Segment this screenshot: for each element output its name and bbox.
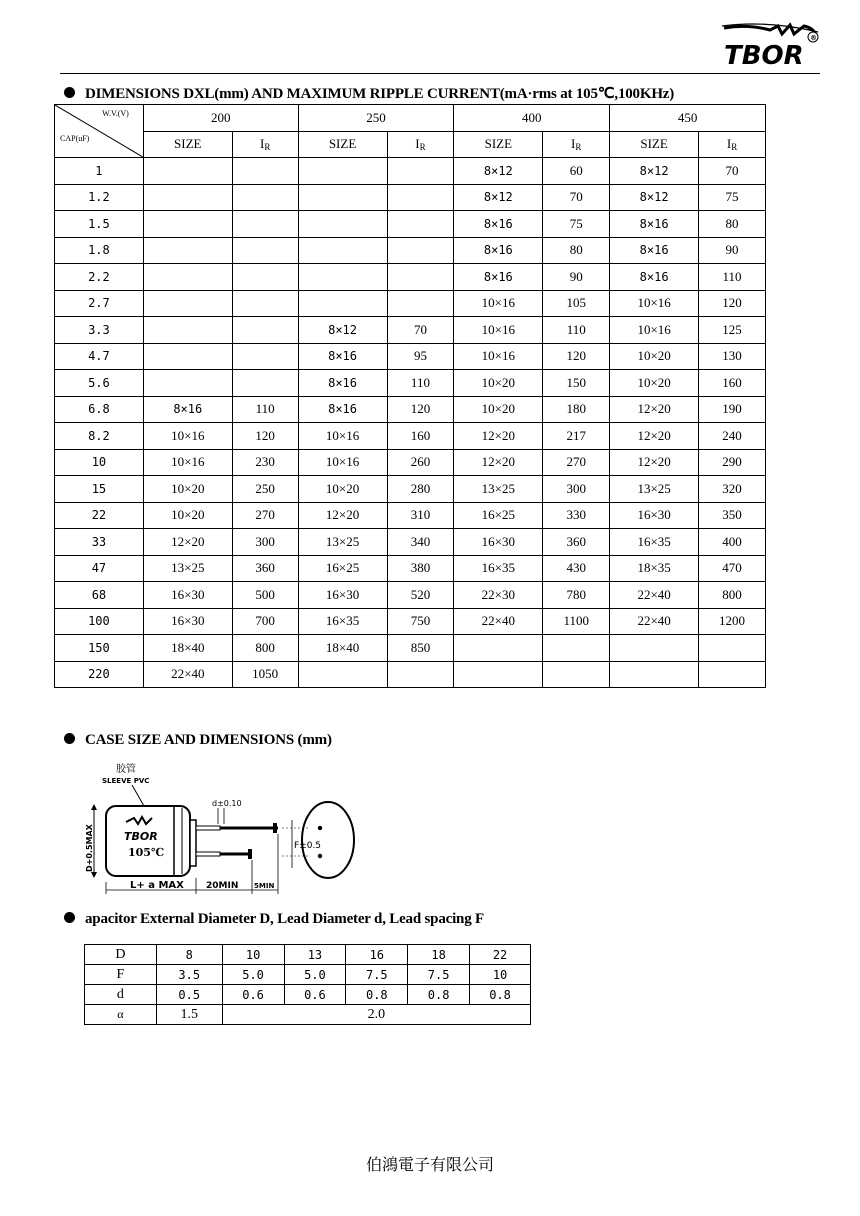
size-cell: 10×16 [454,343,543,370]
cap-value: 2.2 [55,264,144,291]
ir-cell: 360 [543,529,610,556]
size-cell: 8×12 [610,184,699,211]
logo-text: TBOR [724,41,804,68]
ir-cell: 850 [387,635,454,662]
size-cell [143,343,232,370]
voltage-header: 200 [143,105,298,132]
size-cell: 12×20 [610,449,699,476]
cap-value: 2.7 [55,290,144,317]
size-cell: 13×25 [610,476,699,503]
ir-cell: 290 [699,449,766,476]
ir-cell: 1100 [543,608,610,635]
size-header: SIZE [454,131,543,158]
cap-value: 1.2 [55,184,144,211]
size-cell: 10×20 [610,370,699,397]
diameter-label: D+0.5MAX [85,824,94,872]
size-cell [454,661,543,688]
cap-label: CAP(uF) [60,134,90,143]
size-cell: 8×16 [298,343,387,370]
size-cell [610,635,699,662]
ir-cell: 350 [699,502,766,529]
size-cell: 22×40 [610,582,699,609]
ir-cell: 130 [699,343,766,370]
size-cell: 16×30 [298,582,387,609]
ir-header [387,131,454,158]
size-cell: 18×40 [143,635,232,662]
ir-cell: 160 [387,423,454,450]
ripple-table [54,104,766,688]
table-row [85,985,531,1005]
ir-cell: 270 [543,449,610,476]
size-cell: 10×20 [454,396,543,423]
cap-value: 3.3 [55,317,144,344]
ir-subscript: R [731,142,738,153]
spacing-value: 0.8 [408,985,470,1005]
size-cell: 16×30 [610,502,699,529]
spacing-value: 5.0 [222,965,284,985]
ripple-heading [64,84,674,103]
size-cell [298,264,387,291]
size-cell: 16×35 [298,608,387,635]
size-cell: 10×20 [298,476,387,503]
ir-cell [387,211,454,238]
ir-cell [543,661,610,688]
spacing-value: 10 [222,945,284,965]
ir-cell [232,290,298,317]
size-cell: 12×20 [298,502,387,529]
ir-cell: 120 [543,343,610,370]
ir-cell [232,343,298,370]
spacing-value: 0.8 [470,985,531,1005]
ir-cell: 80 [699,211,766,238]
cap-value: 33 [55,529,144,556]
spacing-value: 7.5 [346,965,408,985]
ir-cell: 230 [232,449,298,476]
size-cell: 10×20 [143,476,232,503]
ir-symbol: I [726,136,732,152]
footer-company: 伯鴻電子有限公司 [365,1155,494,1174]
row-label: d [85,985,157,1005]
size-cell: 10×16 [143,449,232,476]
size-cell: 8×16 [454,264,543,291]
size-cell: 10×16 [610,290,699,317]
ir-cell: 270 [232,502,298,529]
sleeve-en-label: SLEEVE PVC [102,777,150,785]
ir-cell [232,237,298,264]
ir-cell [232,317,298,344]
table-row [55,476,766,503]
ir-cell: 430 [543,555,610,582]
size-cell [143,317,232,344]
ir-cell: 1200 [699,608,766,635]
ir-header [232,131,298,158]
size-cell: 8×12 [454,184,543,211]
cap-value: 15 [55,476,144,503]
size-cell: 16×35 [610,529,699,556]
ir-cell: 700 [232,608,298,635]
size-cell: 22×40 [610,608,699,635]
row-label: F [85,965,157,985]
size-cell: 8×12 [610,158,699,185]
ir-cell: 500 [232,582,298,609]
size-cell: 8×16 [610,264,699,291]
cap-value: 1 [55,158,144,185]
size-cell [143,184,232,211]
spacing-value: 18 [408,945,470,965]
table-row [85,965,531,985]
table-row [85,1005,531,1025]
ir-cell: 90 [543,264,610,291]
ir-cell: 250 [232,476,298,503]
ir-cell [232,184,298,211]
ir-cell: 120 [232,423,298,450]
ir-symbol: I [571,136,576,152]
cap-value: 100 [55,608,144,635]
ir-symbol: I [415,136,420,152]
size-cell: 8×16 [298,370,387,397]
ir-cell: 120 [387,396,454,423]
spacing-value: 3.5 [156,965,222,985]
size-header: SIZE [143,131,232,158]
cap-value: 1.8 [55,237,144,264]
table-row [55,211,766,238]
size-cell: 10×16 [143,423,232,450]
cap-value: 8.2 [55,423,144,450]
size-cell: 8×16 [610,237,699,264]
row-label: D [85,945,157,965]
size-cell: 10×16 [454,317,543,344]
size-cell [143,158,232,185]
size-cell: 18×35 [610,555,699,582]
ir-cell: 125 [699,317,766,344]
table-row [55,608,766,635]
body-temp: 105℃ [128,846,165,859]
ir-cell: 70 [387,317,454,344]
ir-cell: 380 [387,555,454,582]
spacing-value: 7.5 [408,965,470,985]
ir-cell: 470 [699,555,766,582]
size-cell [610,661,699,688]
ir-cell: 110 [387,370,454,397]
ir-cell: 330 [543,502,610,529]
table-row [55,264,766,291]
table-row [55,290,766,317]
ir-cell: 300 [232,529,298,556]
size-cell: 22×30 [454,582,543,609]
cap-value: 4.7 [55,343,144,370]
ir-subscript: R [575,142,582,153]
size-cell: 22×40 [143,661,232,688]
ir-cell: 240 [699,423,766,450]
size-cell: 13×25 [143,555,232,582]
size-cell: 18×40 [298,635,387,662]
spacing-heading [64,911,484,928]
alpha-first: 1.5 [156,1005,222,1025]
size-cell: 16×30 [143,582,232,609]
ir-cell: 800 [699,582,766,609]
size-cell: 12×20 [454,449,543,476]
corner-cell [55,105,144,158]
table-row [55,158,766,185]
cap-value: 1.5 [55,211,144,238]
table-row [55,317,766,344]
table-row [55,370,766,397]
size-cell: 22×40 [454,608,543,635]
table-row [55,635,766,662]
lead-spacing-label: F±0.5 [294,841,322,851]
spacing-value: 5.0 [284,965,346,985]
length-label: L+ a MAX [130,880,184,891]
table-row [55,502,766,529]
table-row [85,945,531,965]
size-cell [298,184,387,211]
size-cell: 10×16 [298,423,387,450]
size-cell: 10×20 [454,370,543,397]
ir-cell [387,158,454,185]
bullet-icon [64,912,75,923]
lead-min-label: 20MIN [206,881,239,891]
ir-cell: 70 [699,158,766,185]
table-row [55,661,766,688]
size-cell: 8×16 [454,237,543,264]
capacitor-diagram [82,760,362,900]
ir-cell: 160 [699,370,766,397]
size-cell: 16×35 [454,555,543,582]
size-cell: 8×16 [143,396,232,423]
ir-cell: 260 [387,449,454,476]
size-cell [298,661,387,688]
table-row [55,423,766,450]
size-cell [298,211,387,238]
size-cell: 10×16 [298,449,387,476]
size-header: SIZE [610,131,699,158]
spacing-value: 0.6 [222,985,284,1005]
size-cell: 13×25 [298,529,387,556]
ir-cell: 110 [543,317,610,344]
size-cell: 8×12 [298,317,387,344]
size-header: SIZE [298,131,387,158]
ir-cell: 217 [543,423,610,450]
spacing-value: 13 [284,945,346,965]
ir-cell: 750 [387,608,454,635]
bullet-icon [64,733,75,744]
case-heading [64,732,332,749]
size-cell [143,290,232,317]
ir-cell: 310 [387,502,454,529]
lead-diameter-label: d±0.10 [212,799,242,808]
ir-cell: 80 [543,237,610,264]
spacing-value: 22 [470,945,531,965]
tbor-logo [718,22,822,68]
ir-cell: 95 [387,343,454,370]
ir-symbol: I [259,136,265,152]
cap-value: 150 [55,635,144,662]
ir-cell: 150 [543,370,610,397]
cap-value: 68 [55,582,144,609]
row-label: α [85,1005,157,1025]
size-cell: 8×16 [610,211,699,238]
spacing-table [84,944,531,1025]
ir-cell [543,635,610,662]
ir-cell [387,237,454,264]
cap-value: 6.8 [55,396,144,423]
size-cell [143,237,232,264]
size-cell: 8×16 [298,396,387,423]
ir-cell [232,370,298,397]
table-row [55,449,766,476]
ir-cell: 800 [232,635,298,662]
ir-cell: 75 [699,184,766,211]
ir-cell: 190 [699,396,766,423]
wv-label: W.V.(V) [102,109,129,118]
sleeve-cn-label: 胶管 [116,764,136,775]
table-row [55,237,766,264]
ir-cell: 340 [387,529,454,556]
end-min-label: 5MIN [254,882,275,890]
spacing-value: 16 [346,945,408,965]
ir-cell [387,661,454,688]
size-cell: 10×16 [610,317,699,344]
cap-value: 5.6 [55,370,144,397]
ir-cell [232,158,298,185]
spacing-value: 0.8 [346,985,408,1005]
size-cell [143,211,232,238]
ir-cell [387,290,454,317]
table-row [55,529,766,556]
size-cell: 16×25 [454,502,543,529]
ir-cell: 520 [387,582,454,609]
ir-cell: 75 [543,211,610,238]
cap-value: 47 [55,555,144,582]
top-rule [60,73,820,74]
body-brand: TBOR [124,830,158,843]
ir-subscript: R [264,142,271,153]
ir-cell: 60 [543,158,610,185]
voltage-header: 450 [610,105,766,132]
bullet-icon [64,87,75,98]
ir-cell: 280 [387,476,454,503]
ir-cell: 320 [699,476,766,503]
ir-header [543,131,610,158]
ir-header [699,131,766,158]
size-cell [454,635,543,662]
table-row [55,396,766,423]
cap-value: 10 [55,449,144,476]
size-cell: 16×30 [454,529,543,556]
ir-cell: 300 [543,476,610,503]
ir-cell: 180 [543,396,610,423]
size-cell: 8×12 [454,158,543,185]
table-row [55,343,766,370]
size-cell: 16×25 [298,555,387,582]
cap-value: 22 [55,502,144,529]
spacing-value: 10 [470,965,531,985]
size-cell: 10×16 [454,290,543,317]
size-cell: 12×20 [610,423,699,450]
ir-cell: 400 [699,529,766,556]
size-cell [298,237,387,264]
spacing-value: 0.5 [156,985,222,1005]
spacing-value: 0.6 [284,985,346,1005]
ir-cell [232,211,298,238]
case-heading-text: CASE SIZE AND DIMENSIONS (mm) [85,732,332,748]
ir-cell [387,184,454,211]
ir-cell: 90 [699,237,766,264]
size-cell: 10×20 [143,502,232,529]
size-cell [143,264,232,291]
alpha-rest: 2.0 [222,1005,530,1025]
spacing-heading-text: apacitor External Diameter D, Lead Diameter d, Lead spacing F [85,911,485,927]
size-cell: 12×20 [143,529,232,556]
size-cell: 8×16 [454,211,543,238]
ir-cell: 110 [232,396,298,423]
spacing-value: 8 [156,945,222,965]
ir-cell: 360 [232,555,298,582]
voltage-header: 400 [454,105,610,132]
ir-cell [699,635,766,662]
ir-cell [699,661,766,688]
ir-subscript: R [419,142,426,153]
size-cell: 10×20 [610,343,699,370]
size-cell: 12×20 [454,423,543,450]
ir-cell: 70 [543,184,610,211]
size-cell [298,158,387,185]
ir-cell [232,264,298,291]
ir-cell: 780 [543,582,610,609]
ir-cell: 110 [699,264,766,291]
ir-cell [387,264,454,291]
ripple-heading-text: DIMENSIONS DXL(mm) AND MAXIMUM RIPPLE CURRENT(mA·rms at 105℃,100KHz) [85,86,675,102]
table-row [55,555,766,582]
size-cell [298,290,387,317]
ir-cell: 1050 [232,661,298,688]
cap-value: 220 [55,661,144,688]
voltage-header: 250 [298,105,454,132]
registered-mark: ® [810,34,817,42]
size-cell: 16×30 [143,608,232,635]
size-cell [143,370,232,397]
size-cell: 13×25 [454,476,543,503]
table-row [55,582,766,609]
ir-cell: 105 [543,290,610,317]
ir-cell: 120 [699,290,766,317]
size-cell: 12×20 [610,396,699,423]
table-row [55,184,766,211]
